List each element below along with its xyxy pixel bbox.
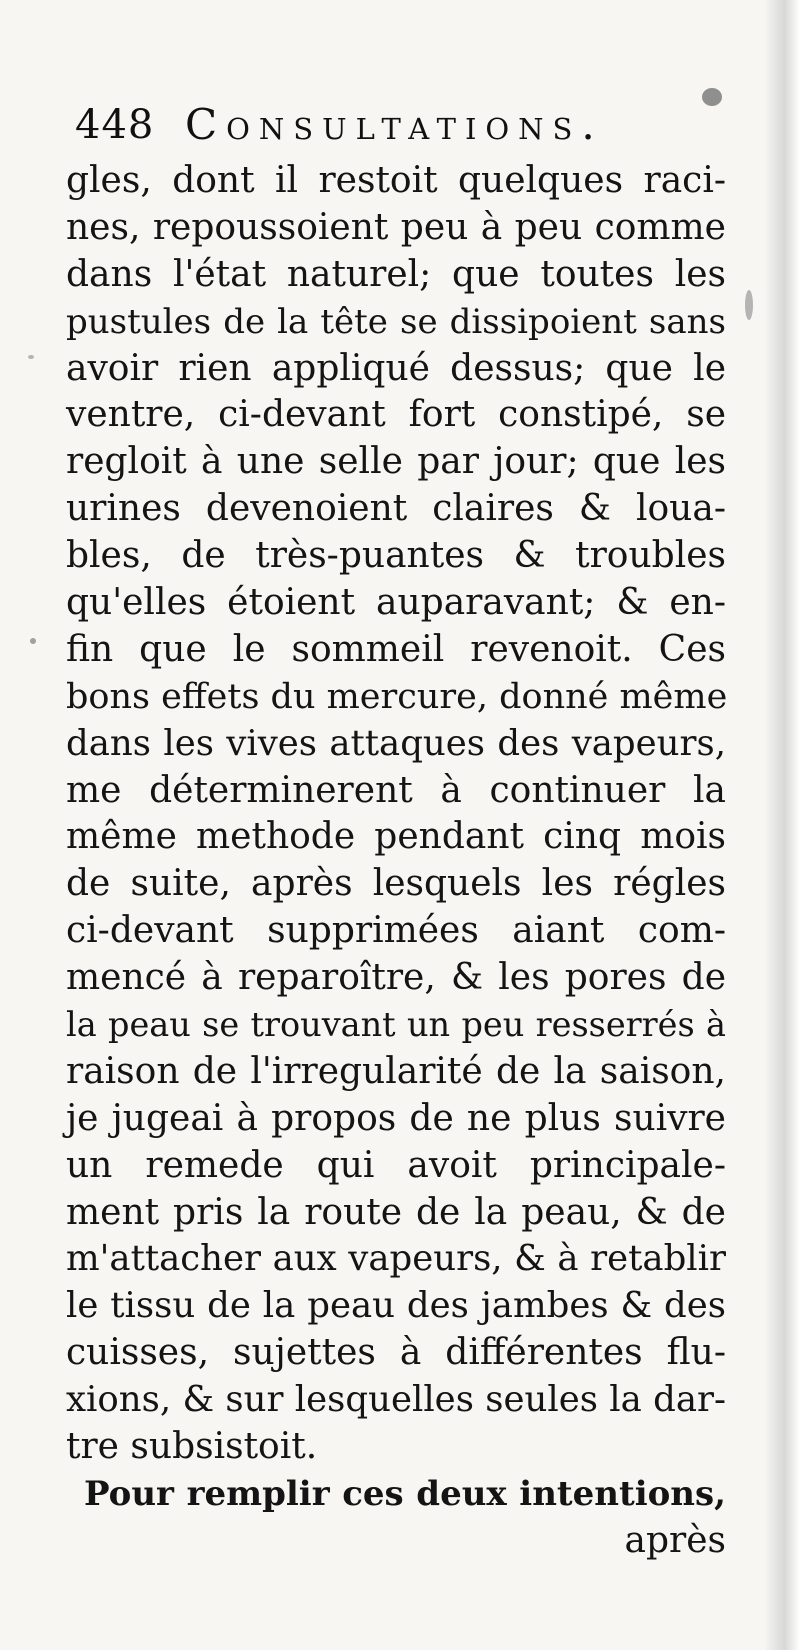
text-line: la peau se trouvant un peu resserrés à (66, 1005, 726, 1045)
text-line: tre subsistoit. (66, 1426, 318, 1468)
catchword: après (624, 1519, 726, 1561)
paragraph-start-line: Pour remplir ces deux intentions, (84, 1473, 726, 1514)
text-line: dans l'état naturel; que toutes les (66, 253, 726, 295)
text-line: je jugeai à propos de ne plus suivre (66, 1097, 726, 1139)
text-line: ment pris la route de la peau, & de (66, 1191, 726, 1233)
text-line: mencé à reparoître, & les pores de (66, 957, 726, 999)
text-line: me déterminerent à continuer la (66, 769, 726, 811)
text-line: nes, repoussoient peu à peu comme (66, 206, 726, 248)
page-number: 448 (75, 102, 155, 148)
text-line: xions, & sur lesquelles seules la dar- (66, 1379, 726, 1421)
text-line: de suite, après lesquels les régles (66, 863, 726, 905)
text-line: regloit à une selle par jour; que les (66, 441, 726, 483)
running-header (75, 100, 675, 156)
text-line: m'attacher aux vapeurs, & à retablir (66, 1238, 726, 1280)
running-title: Consultations. (185, 100, 604, 149)
body-text (66, 158, 726, 1565)
text-line: ventre, ci-devant fort constipé, se (66, 394, 726, 436)
text-line: fin que le sommeil revenoit. Ces (66, 628, 726, 670)
text-line: dans les vives attaques des vapeurs, (66, 722, 726, 764)
ink-speck (28, 355, 34, 359)
text-line: pustules de la tête se dissipoient sans (66, 301, 726, 342)
text-line: raison de l'irregularité de la saison, (66, 1050, 726, 1092)
text-line: bons effets du mercure, donné même (66, 676, 728, 717)
text-line: ci-devant supprimées aiant com- (66, 910, 726, 952)
ink-speck (745, 290, 753, 320)
text-line: cuisses, sujettes à différentes flu- (66, 1332, 726, 1374)
text-line: le tissu de la peau des jambes & des (66, 1285, 726, 1327)
ink-speck (702, 88, 722, 106)
ink-speck (30, 638, 36, 644)
text-line: gles, dont il restoit quelques raci- (66, 160, 726, 201)
text-line: urines devenoient claires & loua- (66, 488, 726, 530)
page-gutter-shadow (766, 0, 800, 1650)
text-line: qu'elles étoient auparavant; & en- (66, 582, 726, 624)
text-line: avoir rien appliqué dessus; que le (66, 347, 726, 389)
text-line: un remede qui avoit principale- (66, 1144, 726, 1186)
text-line: même methode pendant cinq mois (66, 816, 726, 858)
text-line: bles, de très-puantes & troubles (66, 535, 726, 577)
